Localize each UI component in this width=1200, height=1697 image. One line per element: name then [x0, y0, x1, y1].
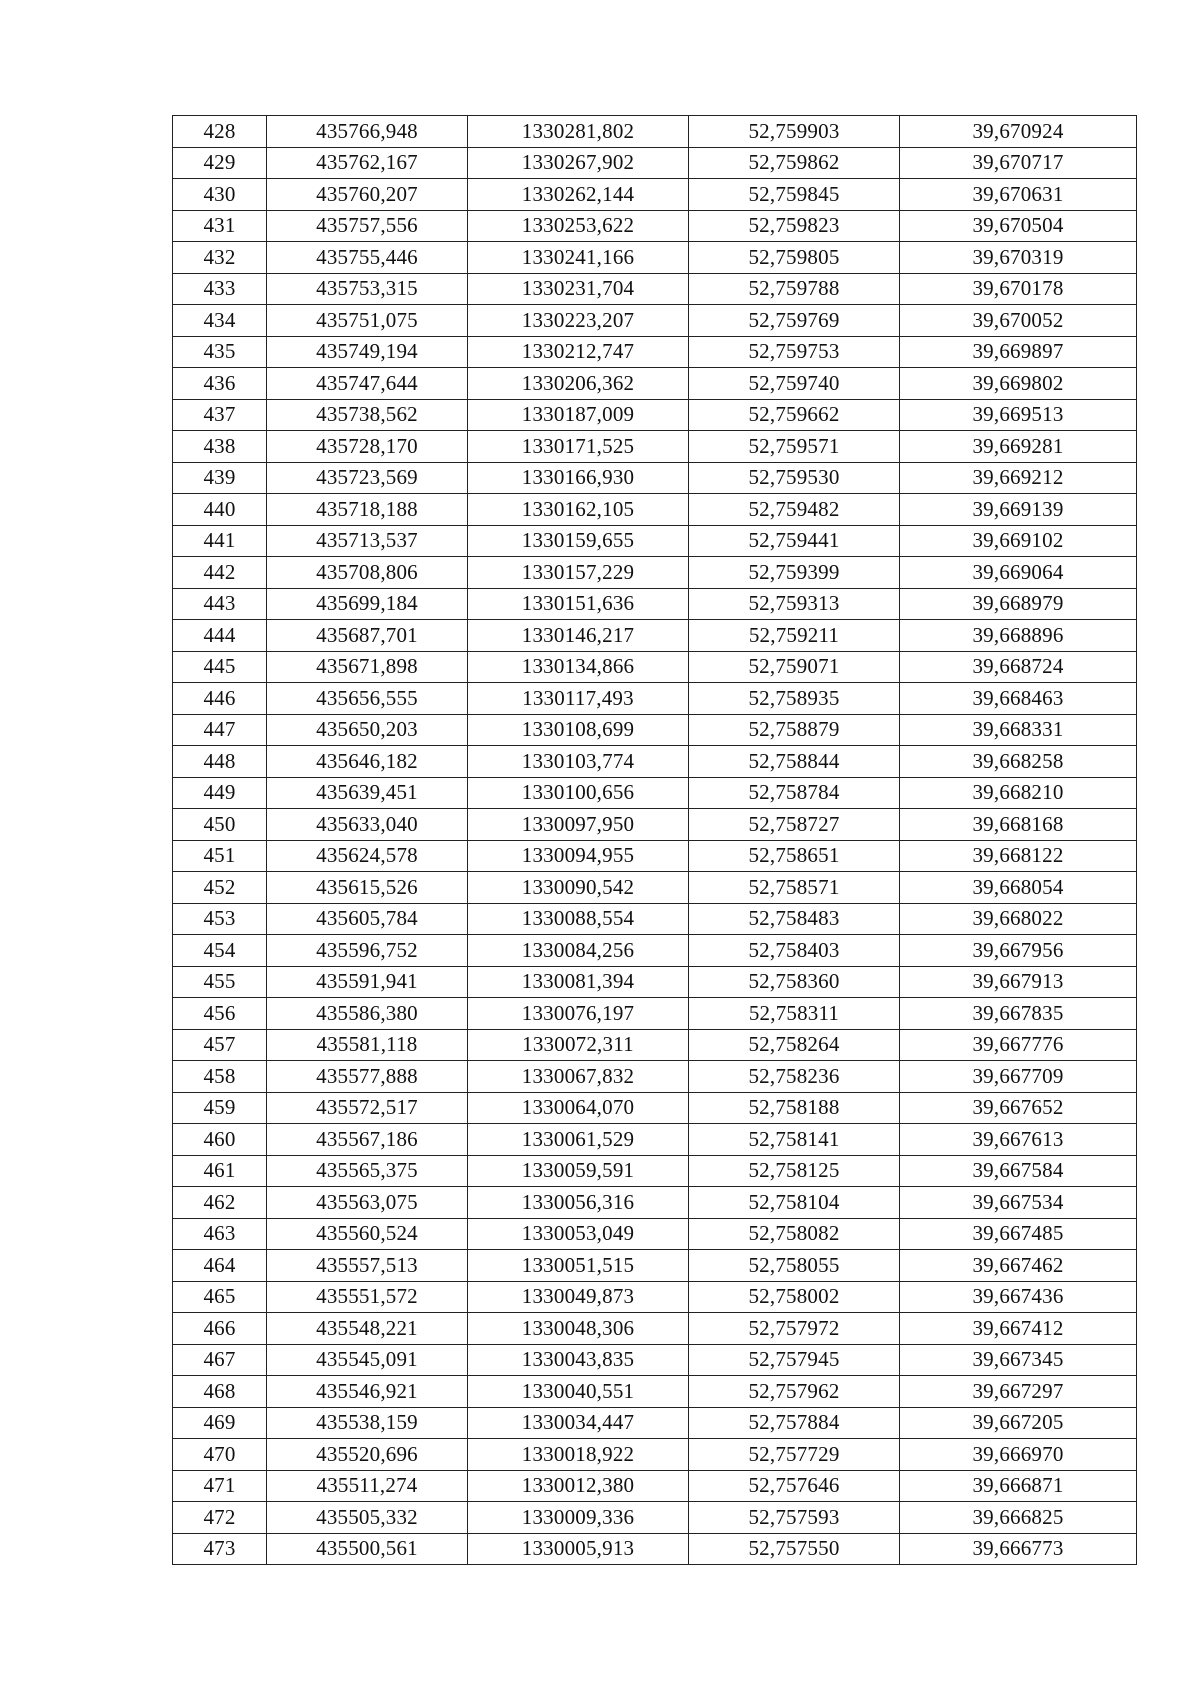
x-coordinate-cell: 435757,556 — [267, 210, 468, 242]
latitude-cell: 52,758264 — [689, 1029, 900, 1061]
point-number-cell: 432 — [173, 242, 267, 274]
latitude-cell: 52,759845 — [689, 179, 900, 211]
point-number-cell: 436 — [173, 368, 267, 400]
table-row — [173, 1092, 1137, 1124]
table-row — [173, 1061, 1137, 1093]
longitude-cell: 39,666773 — [900, 1533, 1137, 1565]
latitude-cell: 52,759571 — [689, 431, 900, 463]
longitude-cell: 39,670319 — [900, 242, 1137, 274]
x-coordinate-cell: 435760,207 — [267, 179, 468, 211]
table-row — [173, 872, 1137, 904]
longitude-cell: 39,669281 — [900, 431, 1137, 463]
table-row — [173, 210, 1137, 242]
y-coordinate-cell: 1330108,699 — [468, 714, 689, 746]
latitude-cell: 52,757972 — [689, 1313, 900, 1345]
latitude-cell: 52,757646 — [689, 1470, 900, 1502]
y-coordinate-cell: 1330162,105 — [468, 494, 689, 526]
x-coordinate-cell: 435713,537 — [267, 525, 468, 557]
table-row — [173, 116, 1137, 148]
point-number-cell: 463 — [173, 1218, 267, 1250]
latitude-cell: 52,757550 — [689, 1533, 900, 1565]
point-number-cell: 445 — [173, 651, 267, 683]
y-coordinate-cell: 1330267,902 — [468, 147, 689, 179]
latitude-cell: 52,757593 — [689, 1502, 900, 1534]
table-row — [173, 1533, 1137, 1565]
x-coordinate-cell: 435538,159 — [267, 1407, 468, 1439]
table-row — [173, 1281, 1137, 1313]
y-coordinate-cell: 1330151,636 — [468, 588, 689, 620]
longitude-cell: 39,666825 — [900, 1502, 1137, 1534]
point-number-cell: 455 — [173, 966, 267, 998]
longitude-cell: 39,667913 — [900, 966, 1137, 998]
y-coordinate-cell: 1330281,802 — [468, 116, 689, 148]
point-number-cell: 444 — [173, 620, 267, 652]
point-number-cell: 428 — [173, 116, 267, 148]
longitude-cell: 39,670178 — [900, 273, 1137, 305]
table-row — [173, 651, 1137, 683]
point-number-cell: 443 — [173, 588, 267, 620]
table-row — [173, 840, 1137, 872]
table-row — [173, 1250, 1137, 1282]
table-row — [173, 399, 1137, 431]
longitude-cell: 39,667462 — [900, 1250, 1137, 1282]
x-coordinate-cell: 435560,524 — [267, 1218, 468, 1250]
longitude-cell: 39,668724 — [900, 651, 1137, 683]
longitude-cell: 39,667485 — [900, 1218, 1137, 1250]
x-coordinate-cell: 435563,075 — [267, 1187, 468, 1219]
y-coordinate-cell: 1330212,747 — [468, 336, 689, 368]
y-coordinate-cell: 1330094,955 — [468, 840, 689, 872]
x-coordinate-cell: 435718,188 — [267, 494, 468, 526]
table-row — [173, 1155, 1137, 1187]
point-number-cell: 473 — [173, 1533, 267, 1565]
x-coordinate-cell: 435520,696 — [267, 1439, 468, 1471]
y-coordinate-cell: 1330090,542 — [468, 872, 689, 904]
x-coordinate-cell: 435511,274 — [267, 1470, 468, 1502]
y-coordinate-cell: 1330056,316 — [468, 1187, 689, 1219]
document-page — [172, 115, 1136, 1565]
latitude-cell: 52,759740 — [689, 368, 900, 400]
latitude-cell: 52,759903 — [689, 116, 900, 148]
latitude-cell: 52,758879 — [689, 714, 900, 746]
x-coordinate-cell: 435624,578 — [267, 840, 468, 872]
point-number-cell: 466 — [173, 1313, 267, 1345]
y-coordinate-cell: 1330048,306 — [468, 1313, 689, 1345]
y-coordinate-cell: 1330159,655 — [468, 525, 689, 557]
y-coordinate-cell: 1330146,217 — [468, 620, 689, 652]
longitude-cell: 39,669139 — [900, 494, 1137, 526]
table-row — [173, 998, 1137, 1030]
y-coordinate-cell: 1330043,835 — [468, 1344, 689, 1376]
table-row — [173, 588, 1137, 620]
longitude-cell: 39,670717 — [900, 147, 1137, 179]
latitude-cell: 52,759211 — [689, 620, 900, 652]
point-number-cell: 434 — [173, 305, 267, 337]
x-coordinate-cell: 435762,167 — [267, 147, 468, 179]
point-number-cell: 448 — [173, 746, 267, 778]
longitude-cell: 39,669064 — [900, 557, 1137, 589]
y-coordinate-cell: 1330171,525 — [468, 431, 689, 463]
y-coordinate-cell: 1330100,656 — [468, 777, 689, 809]
y-coordinate-cell: 1330231,704 — [468, 273, 689, 305]
latitude-cell: 52,758082 — [689, 1218, 900, 1250]
latitude-cell: 52,759482 — [689, 494, 900, 526]
point-number-cell: 460 — [173, 1124, 267, 1156]
point-number-cell: 437 — [173, 399, 267, 431]
latitude-cell: 52,758055 — [689, 1250, 900, 1282]
x-coordinate-cell: 435708,806 — [267, 557, 468, 589]
x-coordinate-cell: 435751,075 — [267, 305, 468, 337]
table-row — [173, 683, 1137, 715]
y-coordinate-cell: 1330005,913 — [468, 1533, 689, 1565]
point-number-cell: 450 — [173, 809, 267, 841]
y-coordinate-cell: 1330053,049 — [468, 1218, 689, 1250]
x-coordinate-cell: 435572,517 — [267, 1092, 468, 1124]
point-number-cell: 459 — [173, 1092, 267, 1124]
x-coordinate-cell: 435551,572 — [267, 1281, 468, 1313]
table-row — [173, 903, 1137, 935]
latitude-cell: 52,758311 — [689, 998, 900, 1030]
latitude-cell: 52,757962 — [689, 1376, 900, 1408]
point-number-cell: 469 — [173, 1407, 267, 1439]
coordinates-table — [172, 115, 1137, 1565]
latitude-cell: 52,759805 — [689, 242, 900, 274]
x-coordinate-cell: 435605,784 — [267, 903, 468, 935]
y-coordinate-cell: 1330081,394 — [468, 966, 689, 998]
table-row — [173, 1407, 1137, 1439]
table-row — [173, 273, 1137, 305]
table-row — [173, 242, 1137, 274]
y-coordinate-cell: 1330084,256 — [468, 935, 689, 967]
point-number-cell: 446 — [173, 683, 267, 715]
point-number-cell: 442 — [173, 557, 267, 589]
y-coordinate-cell: 1330009,336 — [468, 1502, 689, 1534]
longitude-cell: 39,667835 — [900, 998, 1137, 1030]
y-coordinate-cell: 1330117,493 — [468, 683, 689, 715]
x-coordinate-cell: 435699,184 — [267, 588, 468, 620]
x-coordinate-cell: 435755,446 — [267, 242, 468, 274]
latitude-cell: 52,758360 — [689, 966, 900, 998]
longitude-cell: 39,669102 — [900, 525, 1137, 557]
point-number-cell: 462 — [173, 1187, 267, 1219]
table-row — [173, 1187, 1137, 1219]
point-number-cell: 465 — [173, 1281, 267, 1313]
longitude-cell: 39,667613 — [900, 1124, 1137, 1156]
x-coordinate-cell: 435586,380 — [267, 998, 468, 1030]
latitude-cell: 52,758651 — [689, 840, 900, 872]
longitude-cell: 39,670924 — [900, 116, 1137, 148]
table-row — [173, 336, 1137, 368]
table-row — [173, 746, 1137, 778]
table-row — [173, 620, 1137, 652]
x-coordinate-cell: 435565,375 — [267, 1155, 468, 1187]
longitude-cell: 39,667205 — [900, 1407, 1137, 1439]
latitude-cell: 52,758104 — [689, 1187, 900, 1219]
point-number-cell: 439 — [173, 462, 267, 494]
point-number-cell: 464 — [173, 1250, 267, 1282]
x-coordinate-cell: 435650,203 — [267, 714, 468, 746]
latitude-cell: 52,759823 — [689, 210, 900, 242]
x-coordinate-cell: 435747,644 — [267, 368, 468, 400]
y-coordinate-cell: 1330076,197 — [468, 998, 689, 1030]
y-coordinate-cell: 1330049,873 — [468, 1281, 689, 1313]
latitude-cell: 52,758844 — [689, 746, 900, 778]
table-row — [173, 179, 1137, 211]
latitude-cell: 52,758935 — [689, 683, 900, 715]
x-coordinate-cell: 435639,451 — [267, 777, 468, 809]
latitude-cell: 52,759862 — [689, 147, 900, 179]
x-coordinate-cell: 435766,948 — [267, 116, 468, 148]
point-number-cell: 435 — [173, 336, 267, 368]
point-number-cell: 461 — [173, 1155, 267, 1187]
longitude-cell: 39,668054 — [900, 872, 1137, 904]
x-coordinate-cell: 435548,221 — [267, 1313, 468, 1345]
y-coordinate-cell: 1330040,551 — [468, 1376, 689, 1408]
point-number-cell: 454 — [173, 935, 267, 967]
longitude-cell: 39,668258 — [900, 746, 1137, 778]
y-coordinate-cell: 1330157,229 — [468, 557, 689, 589]
x-coordinate-cell: 435545,091 — [267, 1344, 468, 1376]
latitude-cell: 52,758727 — [689, 809, 900, 841]
x-coordinate-cell: 435596,752 — [267, 935, 468, 967]
longitude-cell: 39,667956 — [900, 935, 1137, 967]
table-row — [173, 494, 1137, 526]
longitude-cell: 39,669802 — [900, 368, 1137, 400]
table-row — [173, 1439, 1137, 1471]
point-number-cell: 468 — [173, 1376, 267, 1408]
point-number-cell: 457 — [173, 1029, 267, 1061]
longitude-cell: 39,668331 — [900, 714, 1137, 746]
table-row — [173, 714, 1137, 746]
longitude-cell: 39,668210 — [900, 777, 1137, 809]
latitude-cell: 52,758483 — [689, 903, 900, 935]
x-coordinate-cell: 435581,118 — [267, 1029, 468, 1061]
table-row — [173, 557, 1137, 589]
latitude-cell: 52,759788 — [689, 273, 900, 305]
longitude-cell: 39,668122 — [900, 840, 1137, 872]
x-coordinate-cell: 435656,555 — [267, 683, 468, 715]
x-coordinate-cell: 435546,921 — [267, 1376, 468, 1408]
latitude-cell: 52,759530 — [689, 462, 900, 494]
y-coordinate-cell: 1330088,554 — [468, 903, 689, 935]
y-coordinate-cell: 1330253,622 — [468, 210, 689, 242]
longitude-cell: 39,669513 — [900, 399, 1137, 431]
y-coordinate-cell: 1330103,774 — [468, 746, 689, 778]
x-coordinate-cell: 435646,182 — [267, 746, 468, 778]
latitude-cell: 52,758125 — [689, 1155, 900, 1187]
latitude-cell: 52,758571 — [689, 872, 900, 904]
longitude-cell: 39,668463 — [900, 683, 1137, 715]
x-coordinate-cell: 435500,561 — [267, 1533, 468, 1565]
longitude-cell: 39,668896 — [900, 620, 1137, 652]
point-number-cell: 456 — [173, 998, 267, 1030]
coordinates-table-body — [173, 116, 1137, 1565]
point-number-cell: 441 — [173, 525, 267, 557]
x-coordinate-cell: 435728,170 — [267, 431, 468, 463]
table-row — [173, 368, 1137, 400]
longitude-cell: 39,670504 — [900, 210, 1137, 242]
point-number-cell: 467 — [173, 1344, 267, 1376]
latitude-cell: 52,759441 — [689, 525, 900, 557]
y-coordinate-cell: 1330059,591 — [468, 1155, 689, 1187]
longitude-cell: 39,668168 — [900, 809, 1137, 841]
latitude-cell: 52,757945 — [689, 1344, 900, 1376]
table-row — [173, 1218, 1137, 1250]
x-coordinate-cell: 435671,898 — [267, 651, 468, 683]
x-coordinate-cell: 435738,562 — [267, 399, 468, 431]
table-row — [173, 777, 1137, 809]
table-row — [173, 431, 1137, 463]
point-number-cell: 458 — [173, 1061, 267, 1093]
y-coordinate-cell: 1330064,070 — [468, 1092, 689, 1124]
latitude-cell: 52,759753 — [689, 336, 900, 368]
table-row — [173, 1376, 1137, 1408]
point-number-cell: 447 — [173, 714, 267, 746]
x-coordinate-cell: 435591,941 — [267, 966, 468, 998]
latitude-cell: 52,759399 — [689, 557, 900, 589]
table-row — [173, 525, 1137, 557]
longitude-cell: 39,667345 — [900, 1344, 1137, 1376]
point-number-cell: 433 — [173, 273, 267, 305]
latitude-cell: 52,759313 — [689, 588, 900, 620]
longitude-cell: 39,667436 — [900, 1281, 1137, 1313]
y-coordinate-cell: 1330067,832 — [468, 1061, 689, 1093]
point-number-cell: 438 — [173, 431, 267, 463]
longitude-cell: 39,667534 — [900, 1187, 1137, 1219]
y-coordinate-cell: 1330241,166 — [468, 242, 689, 274]
point-number-cell: 472 — [173, 1502, 267, 1534]
table-row — [173, 147, 1137, 179]
point-number-cell: 449 — [173, 777, 267, 809]
y-coordinate-cell: 1330072,311 — [468, 1029, 689, 1061]
table-row — [173, 1470, 1137, 1502]
table-row — [173, 1124, 1137, 1156]
point-number-cell: 430 — [173, 179, 267, 211]
longitude-cell: 39,667776 — [900, 1029, 1137, 1061]
point-number-cell: 431 — [173, 210, 267, 242]
y-coordinate-cell: 1330051,515 — [468, 1250, 689, 1282]
longitude-cell: 39,667652 — [900, 1092, 1137, 1124]
latitude-cell: 52,757729 — [689, 1439, 900, 1471]
latitude-cell: 52,759662 — [689, 399, 900, 431]
y-coordinate-cell: 1330223,207 — [468, 305, 689, 337]
x-coordinate-cell: 435615,526 — [267, 872, 468, 904]
x-coordinate-cell: 435753,315 — [267, 273, 468, 305]
table-row — [173, 1344, 1137, 1376]
y-coordinate-cell: 1330206,362 — [468, 368, 689, 400]
table-row — [173, 809, 1137, 841]
x-coordinate-cell: 435567,186 — [267, 1124, 468, 1156]
x-coordinate-cell: 435687,701 — [267, 620, 468, 652]
point-number-cell: 452 — [173, 872, 267, 904]
point-number-cell: 453 — [173, 903, 267, 935]
x-coordinate-cell: 435505,332 — [267, 1502, 468, 1534]
longitude-cell: 39,667584 — [900, 1155, 1137, 1187]
longitude-cell: 39,669212 — [900, 462, 1137, 494]
y-coordinate-cell: 1330034,447 — [468, 1407, 689, 1439]
longitude-cell: 39,668022 — [900, 903, 1137, 935]
longitude-cell: 39,667412 — [900, 1313, 1137, 1345]
point-number-cell: 471 — [173, 1470, 267, 1502]
latitude-cell: 52,758002 — [689, 1281, 900, 1313]
y-coordinate-cell: 1330166,930 — [468, 462, 689, 494]
y-coordinate-cell: 1330097,950 — [468, 809, 689, 841]
x-coordinate-cell: 435723,569 — [267, 462, 468, 494]
x-coordinate-cell: 435557,513 — [267, 1250, 468, 1282]
y-coordinate-cell: 1330061,529 — [468, 1124, 689, 1156]
y-coordinate-cell: 1330134,866 — [468, 651, 689, 683]
table-row — [173, 935, 1137, 967]
latitude-cell: 52,757884 — [689, 1407, 900, 1439]
table-row — [173, 1313, 1137, 1345]
longitude-cell: 39,670052 — [900, 305, 1137, 337]
longitude-cell: 39,667297 — [900, 1376, 1137, 1408]
x-coordinate-cell: 435749,194 — [267, 336, 468, 368]
latitude-cell: 52,758236 — [689, 1061, 900, 1093]
table-row — [173, 1029, 1137, 1061]
table-row — [173, 305, 1137, 337]
latitude-cell: 52,759071 — [689, 651, 900, 683]
latitude-cell: 52,758141 — [689, 1124, 900, 1156]
table-row — [173, 966, 1137, 998]
y-coordinate-cell: 1330187,009 — [468, 399, 689, 431]
longitude-cell: 39,666871 — [900, 1470, 1137, 1502]
latitude-cell: 52,758188 — [689, 1092, 900, 1124]
y-coordinate-cell: 1330012,380 — [468, 1470, 689, 1502]
point-number-cell: 429 — [173, 147, 267, 179]
point-number-cell: 451 — [173, 840, 267, 872]
x-coordinate-cell: 435577,888 — [267, 1061, 468, 1093]
point-number-cell: 440 — [173, 494, 267, 526]
longitude-cell: 39,670631 — [900, 179, 1137, 211]
longitude-cell: 39,668979 — [900, 588, 1137, 620]
longitude-cell: 39,666970 — [900, 1439, 1137, 1471]
latitude-cell: 52,758784 — [689, 777, 900, 809]
y-coordinate-cell: 1330262,144 — [468, 179, 689, 211]
x-coordinate-cell: 435633,040 — [267, 809, 468, 841]
latitude-cell: 52,759769 — [689, 305, 900, 337]
latitude-cell: 52,758403 — [689, 935, 900, 967]
y-coordinate-cell: 1330018,922 — [468, 1439, 689, 1471]
point-number-cell: 470 — [173, 1439, 267, 1471]
longitude-cell: 39,667709 — [900, 1061, 1137, 1093]
table-row — [173, 462, 1137, 494]
table-row — [173, 1502, 1137, 1534]
longitude-cell: 39,669897 — [900, 336, 1137, 368]
